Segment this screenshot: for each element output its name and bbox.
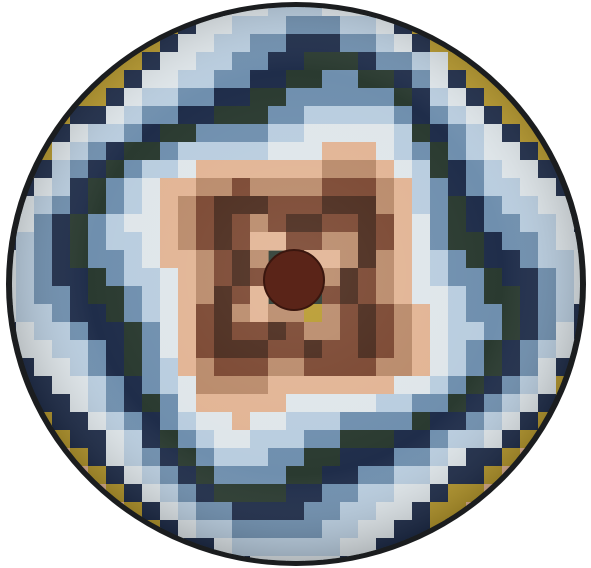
quilt-patch (520, 502, 539, 521)
quilt-patch (574, 34, 591, 53)
quilt-patch (52, 538, 71, 557)
quilt-patch (106, 538, 125, 557)
quilt-patch (502, 70, 521, 89)
quilt-patch (88, 16, 107, 35)
quilt-patch (34, 556, 53, 568)
quilt-patch (556, 538, 575, 557)
quilt-patch (538, 88, 557, 107)
quilt-patch (520, 484, 539, 503)
quilt-patch (556, 466, 575, 485)
quilt-patch (160, 556, 179, 568)
quilt-patch (0, 484, 17, 503)
quilt-patch (448, 538, 467, 557)
quilt-patch (556, 106, 575, 125)
quilt-patch (556, 556, 575, 568)
quilt-patch (34, 484, 53, 503)
quilt-patch (34, 538, 53, 557)
quilt-patch (0, 88, 17, 107)
quilt-patch (142, 538, 161, 557)
quilt-patch (574, 160, 591, 179)
quilt-patch (574, 196, 591, 215)
quilt-patch (52, 88, 71, 107)
quilt-patch (556, 34, 575, 53)
quilt-patch (0, 124, 17, 143)
quilt-patch (520, 466, 539, 485)
quilt-patch (16, 466, 35, 485)
quilt-patch (52, 484, 71, 503)
quilt-patch (124, 520, 143, 539)
quilt-patch (16, 70, 35, 89)
quilt-patch (70, 556, 89, 568)
quilt-patch (556, 124, 575, 143)
quilt-patch (70, 52, 89, 71)
quilt-patch (538, 484, 557, 503)
quilt-patch (520, 70, 539, 89)
quilt-patch (88, 502, 107, 521)
quilt-patch (556, 88, 575, 107)
quilt-patch (574, 124, 591, 143)
quilt-patch (142, 0, 161, 17)
quilt-patch (142, 556, 161, 568)
quilt-patch (538, 34, 557, 53)
quilt-patch (0, 358, 17, 377)
quilt-patch (16, 502, 35, 521)
quilt-patch (106, 556, 125, 568)
quilt-patch (484, 52, 503, 71)
quilt-patch (34, 106, 53, 125)
quilt-patch (88, 520, 107, 539)
quilt-patch (538, 538, 557, 557)
quilt-patch (52, 70, 71, 89)
quilt-patch (16, 16, 35, 35)
quilt-patch (448, 556, 467, 568)
quilt-patch (0, 142, 17, 161)
quilt-patch (106, 0, 125, 17)
quilt-patch (0, 538, 17, 557)
quilt-patch (376, 556, 395, 568)
quilt-patch (0, 520, 17, 539)
quilt-patch (484, 34, 503, 53)
quilt-patch (520, 0, 539, 17)
quilt-patch (484, 502, 503, 521)
quilt-patch (34, 502, 53, 521)
quilt-patch (502, 52, 521, 71)
quilt-patch (502, 34, 521, 53)
quilt-patch (574, 178, 591, 197)
quilt-patch (0, 394, 17, 413)
quilt-patch (196, 0, 215, 17)
quilt-patch (0, 502, 17, 521)
quilt-patch (574, 556, 591, 568)
quilt-patch (574, 0, 591, 17)
quilt-patch (16, 52, 35, 71)
quilt-patch (466, 538, 485, 557)
quilt-patch (178, 0, 197, 17)
quilt-patch (178, 556, 197, 568)
quilt-patch (124, 0, 143, 17)
quilt-patch (34, 52, 53, 71)
quilt-patch (484, 0, 503, 17)
quilt-patch (538, 70, 557, 89)
quilt-patch (52, 520, 71, 539)
quilt-patch (0, 448, 17, 467)
quilt-patch (52, 502, 71, 521)
quilt-patch (0, 466, 17, 485)
quilt-patch (412, 0, 431, 17)
quilt-patch (484, 556, 503, 568)
quilt-patch (124, 16, 143, 35)
quilt-patch (430, 16, 449, 35)
quilt-patch (484, 538, 503, 557)
quilt-patch (0, 178, 17, 197)
quilt-patch (556, 142, 575, 161)
quilt-patch (16, 520, 35, 539)
quilt-patch (196, 556, 215, 568)
quilt-patch (574, 502, 591, 521)
quilt-patch (16, 124, 35, 143)
quilt-patch (502, 520, 521, 539)
quilt-patch (88, 0, 107, 17)
quilt-patch (52, 16, 71, 35)
quilt-patch (466, 556, 485, 568)
quilt-patch (556, 448, 575, 467)
quilt-patch (574, 16, 591, 35)
quilt-patch (0, 412, 17, 431)
quilt-patch (394, 0, 413, 17)
quilt-patch (556, 52, 575, 71)
quilt-patch (538, 448, 557, 467)
quilt-patch (556, 16, 575, 35)
quilt-patch (16, 484, 35, 503)
quilt-patch (88, 538, 107, 557)
quilt-patch (556, 502, 575, 521)
quilt-patch (574, 358, 591, 377)
quilt-patch (16, 0, 35, 17)
quilt-patch (0, 34, 17, 53)
quilt-patch (574, 484, 591, 503)
quilt-patch (502, 16, 521, 35)
quilt-patch (502, 538, 521, 557)
quilt-patch (520, 52, 539, 71)
quilt-patch (574, 88, 591, 107)
quilt-patch (106, 34, 125, 53)
quilt-patch (16, 88, 35, 107)
quilt-patch (520, 520, 539, 539)
quilt-patch (52, 466, 71, 485)
quilt-patch (0, 70, 17, 89)
quilt-patch (394, 556, 413, 568)
quilt-patch (538, 52, 557, 71)
quilt-patch (70, 502, 89, 521)
quilt-patch (0, 556, 17, 568)
quilt-patch (160, 538, 179, 557)
quilt-patch (466, 0, 485, 17)
quilt-patch (502, 0, 521, 17)
quilt-patch (502, 556, 521, 568)
quilt-patch (16, 34, 35, 53)
quilt-patch (412, 556, 431, 568)
quilt-patch (0, 196, 17, 215)
quilt-patch (574, 106, 591, 125)
quilt-patch (52, 0, 71, 17)
quilt-patch (484, 16, 503, 35)
quilt-patch (538, 466, 557, 485)
quilt-patch (520, 88, 539, 107)
quilt-patch (430, 556, 449, 568)
quilt-patch (34, 466, 53, 485)
quilt-patch (16, 538, 35, 557)
quilt-patch (520, 556, 539, 568)
quilt-patch (70, 16, 89, 35)
quilt-patch (574, 448, 591, 467)
quilt-patch (466, 520, 485, 539)
quilt-patch (520, 16, 539, 35)
quilt-patch (574, 520, 591, 539)
quilt-patch (466, 34, 485, 53)
quilt-patch (556, 484, 575, 503)
quilt-patch (574, 538, 591, 557)
quilt-patch (34, 88, 53, 107)
quilt-patch (0, 16, 17, 35)
quilt-patch (574, 430, 591, 449)
quilt-patch (574, 142, 591, 161)
quilt-patch (574, 52, 591, 71)
quilt-patch (70, 0, 89, 17)
quilt-patch (430, 538, 449, 557)
quilt-patch (34, 70, 53, 89)
quilt-patch (0, 106, 17, 125)
quilt-patch (0, 0, 17, 17)
quilt-patch (0, 430, 17, 449)
quilt-patch (574, 70, 591, 89)
quilt-patch (0, 376, 17, 395)
quilt-patch (574, 394, 591, 413)
quilt-patch (52, 34, 71, 53)
quilt-patch (520, 538, 539, 557)
quilt-patch (538, 520, 557, 539)
quilt-patch (16, 412, 35, 431)
quilt-patch (484, 520, 503, 539)
quilt-patch (160, 0, 179, 17)
quilt-patch (538, 0, 557, 17)
quilt-medallion-icon (264, 250, 324, 310)
quilt-patch (70, 520, 89, 539)
quilt-patch (556, 520, 575, 539)
quilt-patch (466, 16, 485, 35)
quilt-patch (448, 520, 467, 539)
quilt-patch (538, 502, 557, 521)
quilt-patch (0, 160, 17, 179)
quilt-patch (106, 520, 125, 539)
quilt-patch (124, 538, 143, 557)
quilt-patch (448, 0, 467, 17)
quilt-patch (538, 16, 557, 35)
quilt-patch (34, 448, 53, 467)
quilt-patch (574, 412, 591, 431)
quilt-patch (448, 16, 467, 35)
quilt-patch (70, 484, 89, 503)
quilt-patch (106, 16, 125, 35)
quilt-patch (574, 466, 591, 485)
quilt-patch (52, 556, 71, 568)
quilt-patch (556, 0, 575, 17)
quilt-patch (88, 556, 107, 568)
quilt-patch (34, 34, 53, 53)
quilt-patch (34, 16, 53, 35)
quilt-patch (34, 0, 53, 17)
quilt-patch (0, 52, 17, 71)
quilt-patch (52, 52, 71, 71)
quilt-patch (16, 106, 35, 125)
quilt-patch (124, 556, 143, 568)
quilt-patch (16, 142, 35, 161)
quilt-patch (88, 52, 107, 71)
quilt-patch (16, 556, 35, 568)
quilt-patch (16, 430, 35, 449)
quilt-patch (70, 70, 89, 89)
quilt-patch (430, 0, 449, 17)
quilt-patch (502, 502, 521, 521)
quilt-patch (574, 376, 591, 395)
quilt-patch (520, 34, 539, 53)
quilt-patch (538, 106, 557, 125)
quilt-patch (16, 448, 35, 467)
quilt-patch (556, 430, 575, 449)
quilt-patch (538, 556, 557, 568)
quilt-patch (556, 412, 575, 431)
quilt-patch (556, 70, 575, 89)
quilt-patch (88, 34, 107, 53)
quilt-patch (70, 538, 89, 557)
quilt-patch (502, 484, 521, 503)
quilt-patch (70, 34, 89, 53)
quilt-patch (34, 520, 53, 539)
quilt-patch (142, 16, 161, 35)
